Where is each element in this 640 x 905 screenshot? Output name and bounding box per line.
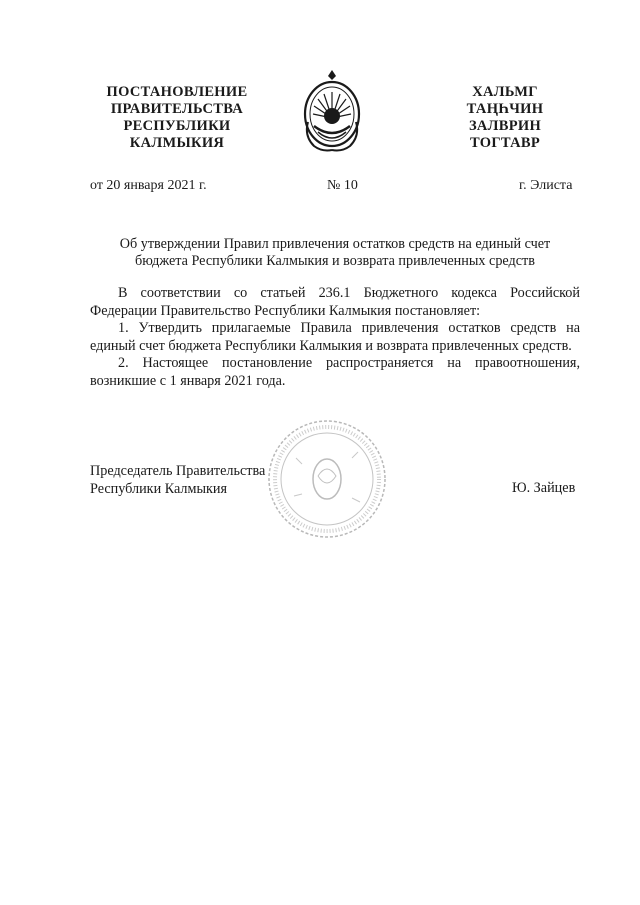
body-item-1: 1. Утвердить прилагаемые Правила привлечения остатков средств на единый счет бюджета Республики Калмыкия и возврата привлеченных средств. bbox=[90, 320, 580, 354]
position-line-2: Республики Калмыкия bbox=[90, 481, 228, 497]
position-line-1: Председатель Правительства bbox=[90, 463, 266, 479]
kalmykia-emblem-icon bbox=[300, 66, 364, 156]
document-city: г. Элиста bbox=[519, 178, 573, 193]
header-left-line: КАЛМЫКИЯ bbox=[129, 135, 225, 151]
header-left-line: ПРАВИТЕЛЬСТВА bbox=[110, 101, 244, 117]
body-item-2: 2. Настоящее постановление распространяется на правоотношения, возникшие с 1 января 2021 года. bbox=[90, 355, 580, 389]
title-line: бюджета Республики Калмыкия и возврата привлеченных средств bbox=[135, 253, 535, 269]
body-intro: В соответствии со статьей 236.1 Бюджетного кодекса Российской Федерации Правительство Республики Калмыкия постановляет: bbox=[90, 285, 580, 319]
title-line: Об утверждении Правил привлечения остатков средств на единый счет bbox=[119, 236, 551, 252]
document-body bbox=[90, 285, 580, 390]
header-right-line: ХАЛЬМГ bbox=[472, 84, 538, 100]
header-left-line: ПОСТАНОВЛЕНИЕ bbox=[106, 84, 248, 100]
signatory-position bbox=[90, 462, 265, 498]
header-left-title bbox=[92, 84, 262, 152]
document-date: от 20 января 2021 г. bbox=[90, 178, 207, 193]
header-right-title bbox=[455, 84, 555, 152]
document-title bbox=[90, 236, 580, 270]
header-right-line: ТОГТАВР bbox=[469, 135, 541, 151]
header-right-line: ЗАЛВРИН bbox=[468, 118, 542, 134]
document-number: № 10 bbox=[327, 178, 358, 193]
official-seal-icon bbox=[266, 418, 388, 540]
signatory-name: Ю. Зайцев bbox=[512, 480, 576, 496]
header-right-line: ТАҢҺЧИН bbox=[466, 101, 544, 117]
header-left-line: РЕСПУБЛИКИ bbox=[123, 118, 231, 134]
